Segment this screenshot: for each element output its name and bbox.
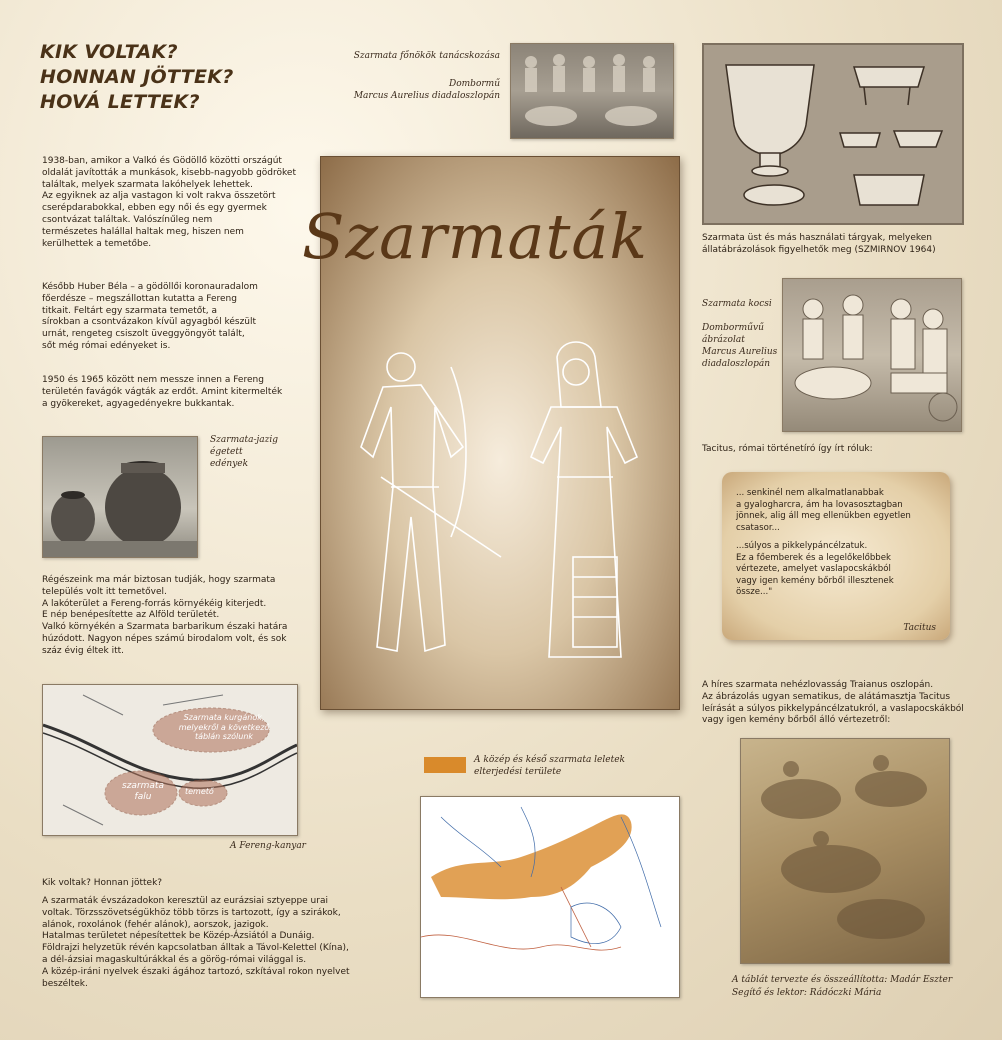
distribution-legend-swatch — [424, 757, 466, 773]
credits-line-2: Segítő és lektor: Rádóczki Mária — [732, 988, 882, 998]
wagon-relief-image — [783, 279, 961, 431]
legend-swatch-shape — [424, 757, 466, 773]
council-relief-image — [511, 44, 673, 138]
main-title: Szarmaták — [302, 200, 648, 273]
tacitus-quote — [736, 488, 940, 606]
settlement-paragraph: Régészeink ma már biztosan tudják, hogy szarmata település volt itt temetővel. A lakóterület a Fereng-forrás környékéig kiterjedt. E nép benépesítette az Alföld területét. Valkó környékén a Szarmata barbarikum északi határa húzódott. Nagyon népes számú birodalom volt, és sok száz évig éltek itt. — [42, 575, 288, 656]
pottery-image — [43, 437, 197, 557]
map-label-graves: Szarmata kurgánok, melyekről a következő táblán szólunk — [178, 713, 270, 741]
distribution-map — [420, 796, 680, 998]
origin-paragraph: A szarmaták évszázadokon keresztül az eurázsiai sztyeppe urai voltak. Törzsszövetségükhöz több törzs is tartozott, így a szirákok, alánok, roxolánok (fehér alánok), aorszok, jazigok. Hatalmas területet népesítettek be Közép-Ázsiától a Dunáig. Földrajzi helyzetük révén kapcsolatban álltak a Távol-Kelettel (Kína), a dél-ázsiai magaskultúrákkal és a görög-római világgal is. A közép-iráni nyelvek északi ágához tartozó, szkítával rokon nyelvet beszéltek. — [42, 896, 350, 989]
intro-text-3 — [42, 375, 332, 410]
distribution-map-drawing — [421, 797, 679, 997]
trajan-caption: A híres szarmata nehézlovasság Traianus oszlopán. Az ábrázolás ugyan sematikus, de alátámasztja Tacitus leírását a súlyos pikkelypáncélzatukról, a vaslapocskákból vagy igen kemény bőrből álló vértezetről: — [702, 680, 964, 726]
intro-paragraph-1: 1938-ban, amikor a Valkó és Gödöllő közötti országút oldalát javították a munkások, kisebb-nagyobb gödröket találtak, melyek szarmata lakóhelyek lehettek. Az egyiknek az alja vastagon ki volt rakva összetört cserépdarabokkal, ebben egy női és egy gyermek csontvázat találtak. Valószínűleg nem természetes halállal haltak meg, hiszen nem kerülhettek a temetőbe. — [42, 156, 296, 249]
pottery-photo — [42, 436, 198, 558]
intro-text-2 — [42, 282, 332, 353]
wagon-caption-sub: Domborművű ábrázolat Marcus Aurelius diadaloszlopán — [702, 323, 778, 369]
title-line-1: KIK VOLTAK? — [40, 41, 178, 63]
cauldron-drawing — [704, 45, 962, 223]
trajan-relief-image — [741, 739, 949, 963]
fereng-map-caption: A Fereng-kanyar — [229, 841, 306, 851]
credits-line-1: A táblát tervezte és összeállította: Madár Eszter — [732, 975, 953, 985]
wagon-relief-photo — [782, 278, 962, 432]
council-relief-photo — [510, 43, 674, 139]
council-caption-sub: Dombormű Marcus Aurelius diadaloszlopán — [353, 79, 500, 101]
origin-text — [42, 896, 402, 990]
settlement-text — [42, 575, 332, 658]
tacitus-quote-2: ...súlyos a pikkelypáncélzatuk. Ez a főemberek és a legelőkelőbbek vértezete, amelyet vaslapocskákból vagy igen kemény bőrből illesztenek össze..." — [736, 541, 894, 597]
intro-paragraph-3: 1950 és 1965 között nem messze innen a Fereng területén favágók vágták az erdőt. Amint kitermelték a gyökereket, agyagedényekre bukkantak. — [42, 375, 283, 409]
cauldron-illustration — [702, 43, 964, 225]
map-label-cemetery: temető — [185, 787, 214, 796]
page-title — [40, 40, 300, 115]
fereng-map-drawing — [43, 685, 297, 835]
intro-paragraph-2: Később Huber Béla – a gödöllői koronauradalom főerdésze – megszállottan kutatta a Fereng titkait. Feltárt egy szarmata temetőt, a sírokban a csontvázakon kívül agyagból készült urnát, rengeteg csiszolt üveggyöngyöt talált, sőt még római edényeket is. — [42, 282, 258, 351]
tacitus-intro: Tacitus, római történetíró így írt róluk: — [702, 444, 873, 454]
tacitus-quote-1: ... senkinél nem alkalmatlanabbak a gyalogharcra, ám ha lovasosztagban jönnek, alig áll meg ellenükben egyetlen csatasor... — [736, 488, 911, 533]
tacitus-author: Tacitus — [903, 623, 936, 633]
cauldron-caption: Szarmata üst és más használati tárgyak, melyeken állatábrázolások figyelhetők meg (SZMIRNOV 1964) — [702, 233, 936, 255]
tacitus-scroll — [722, 472, 950, 640]
fereng-map — [42, 684, 298, 836]
pottery-caption: Szarmata-jazig égetett edények — [210, 435, 279, 469]
distribution-legend-text: A közép és késő szarmata leletek elterjedési területe — [474, 755, 625, 777]
title-line-3: HOVÁ LETTEK? — [40, 91, 200, 113]
council-caption-title: Szarmata főnökök tanácskozása — [353, 51, 500, 61]
title-line-2: HONNAN JÖTTEK? — [40, 66, 234, 88]
trajan-relief-photo — [740, 738, 950, 964]
map-label-village: szarmata falu — [122, 781, 164, 802]
wagon-caption-title: Szarmata kocsi — [702, 299, 772, 309]
origin-heading: Kik voltak? Honnan jöttek? — [42, 878, 163, 888]
